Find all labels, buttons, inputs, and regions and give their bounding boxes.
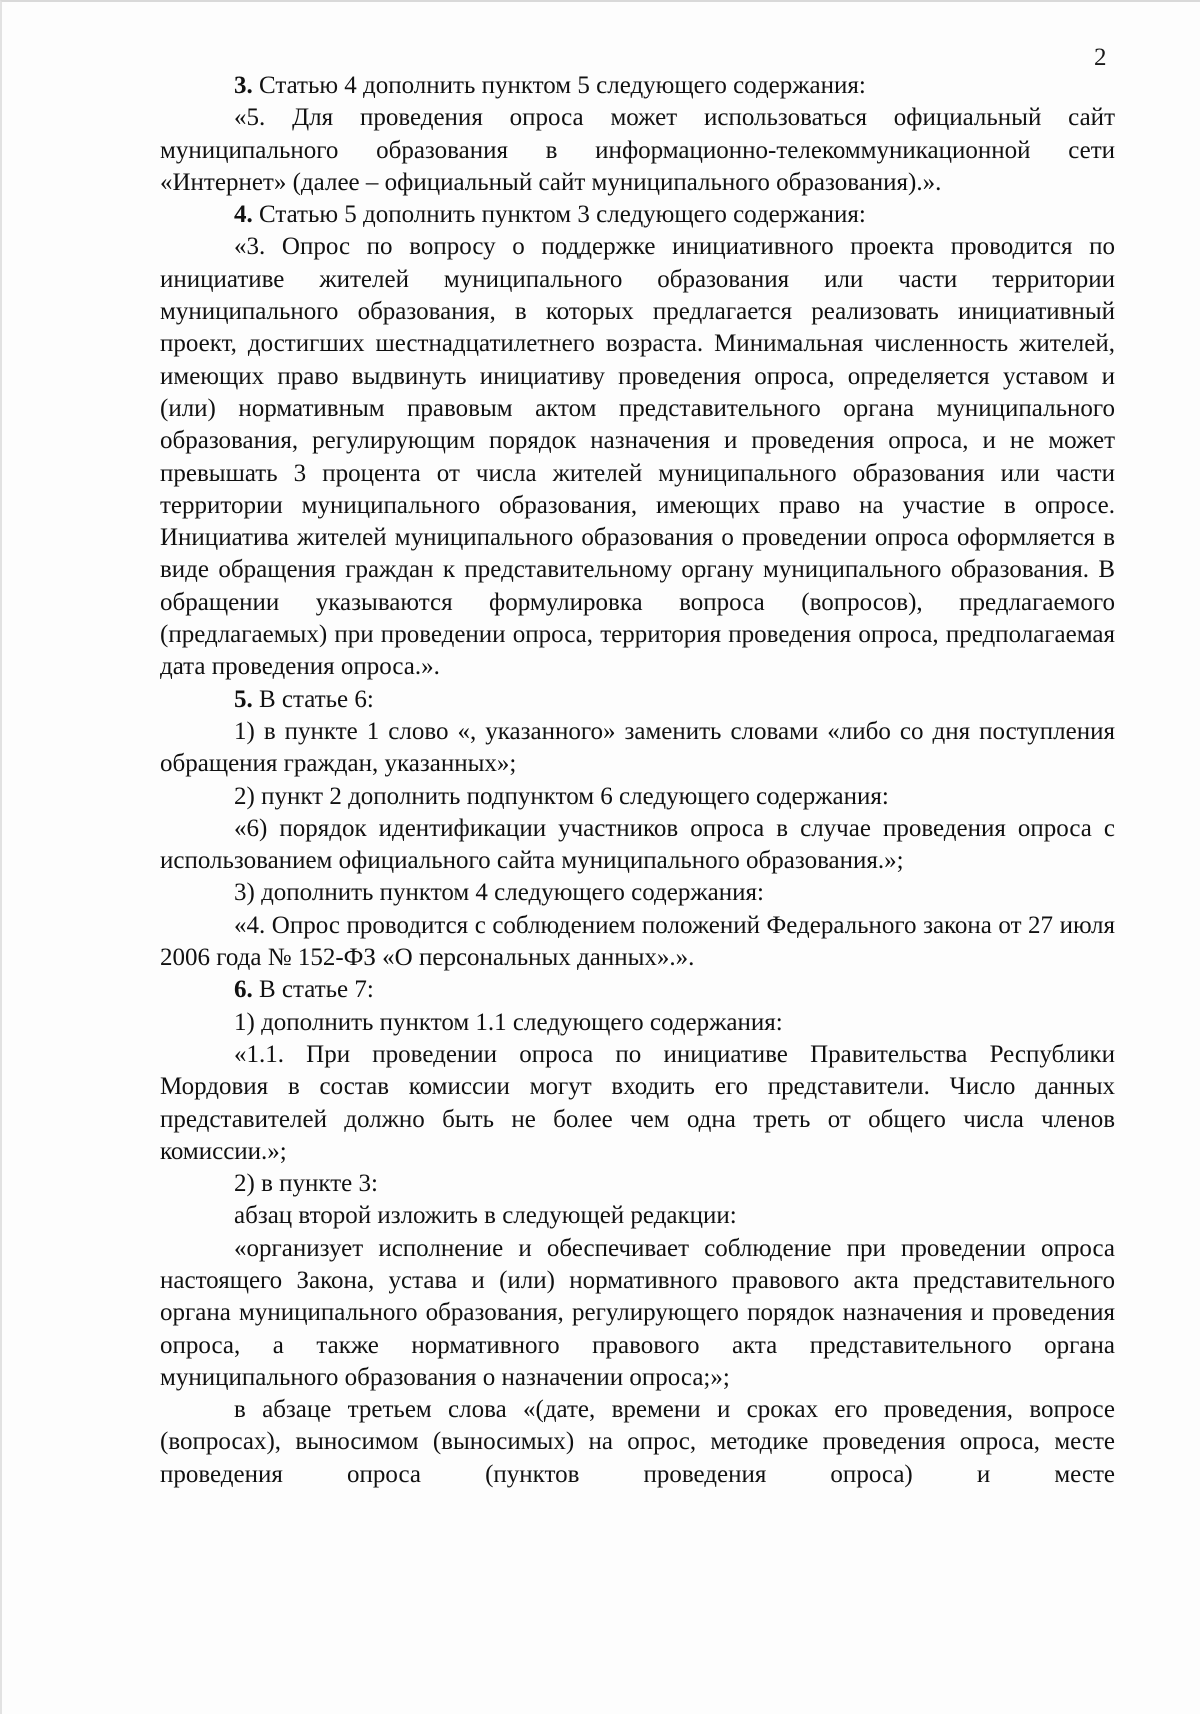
paragraph-text: В статье 6: (252, 685, 374, 713)
paragraph-text: В статье 7: (252, 976, 374, 1004)
paragraph-text: «организует исполнение и обеспечивает соблюдение при проведении опроса настоящего Закона, устава и (или) нормативного правового акта представительного органа муниципального образования, регулирующего порядок назначения и проведения опроса, а также нормативного правового акта представительного органа муниципального образования о назначении опроса;»; (160, 1234, 1115, 1391)
document-body (160, 70, 1115, 1491)
paragraph-text: 3) дополнить пунктом 4 следующего содержания: (234, 879, 764, 907)
paragraph-5-item-3-content (160, 910, 1115, 975)
paragraph-6-item-2-intro (160, 1200, 1115, 1232)
paragraph-6-item-1 (160, 1007, 1115, 1039)
paragraph-text: «5. Для проведения опроса может использоваться официальный сайт муниципального образования в информационно-телекоммуникационной сети «Интернет» (далее – официальный сайт муниципального образования).». (160, 104, 1115, 196)
paragraph-text: абзац второй изложить в следующей редакции: (234, 1202, 737, 1230)
item-number: 4. (234, 201, 253, 229)
paragraph-6-item-2-content (160, 1233, 1115, 1394)
paragraph-6 (160, 974, 1115, 1006)
paragraph-text: «4. Опрос проводится с соблюдением положений Федерального закона от 27 июля 2006 года № 152-ФЗ «О персональных данных».». (160, 911, 1115, 972)
paragraph-text: Статью 5 дополнить пунктом 3 следующего содержания: (252, 201, 866, 229)
paragraph-3-content (160, 102, 1115, 199)
paragraph-text: 2) в пункте 3: (234, 1170, 378, 1198)
paragraph-5-item-2-content (160, 813, 1115, 878)
paragraph-text: «1.1. При проведении опроса по инициативе Правительства Республики Мордовия в состав комиссии могут входить его представители. Число данных представителей должно быть не более чем одна треть от общего числа членов комиссии.»; (160, 1040, 1115, 1165)
paragraph-6-item-2-continued (160, 1394, 1115, 1491)
paragraph-5-item-2 (160, 781, 1115, 813)
paragraph-text: 2) пункт 2 дополнить подпунктом 6 следующего содержания: (234, 782, 889, 810)
paragraph-text: «6) порядок идентификации участников опроса в случае проведения опроса с использованием официального сайта муниципального образования.»; (160, 814, 1115, 875)
paragraph-5-item-3 (160, 877, 1115, 909)
paragraph-6-item-2 (160, 1168, 1115, 1200)
item-number: 6. (234, 976, 253, 1004)
paragraph-text: 1) дополнить пунктом 1.1 следующего содержания: (234, 1008, 783, 1036)
paragraph-5 (160, 684, 1115, 716)
paragraph-text: в абзаце третьем слова «(дате, времени и сроках его проведения, вопросе (вопросах), выносимом (выносимых) на опрос, методике проведения опроса, месте проведения опроса (пунктов проведения опроса) и месте (160, 1396, 1115, 1488)
paragraph-4-content (160, 231, 1115, 683)
page-number: 2 (1094, 44, 1107, 71)
item-number: 5. (234, 685, 253, 713)
paragraph-6-item-1-content (160, 1039, 1115, 1168)
paragraph-4 (160, 199, 1115, 231)
paragraph-3 (160, 70, 1115, 102)
paragraph-5-item-1 (160, 716, 1115, 781)
paragraph-text: «3. Опрос по вопросу о поддержке инициативного проекта проводится по инициативе жителей муниципального образования или части территории муниципального образования, в которых предлагается реализовать инициативный проект, достигших шестнадцатилетнего возраста. Минимальная численность жителей, имеющих право выдвинуть инициативу проведения опроса, определяется уставом и (или) нормативным правовым актом представительного органа муниципального образования, регулирующим порядок назначения и проведения опроса, и не может превышать 3 процента от числа жителей муниципального образования или части территории муниципального образования, имеющих право на участие в опросе. Инициатива жителей муниципального образования о проведении опроса оформляется в виде обращения граждан к представительному органу муниципального образования. В обращении указываются формулировка вопроса (вопросов), предлагаемого (предлагаемых) при проведении опроса, территория проведения опроса, предполагаемая дата проведения опроса.». (160, 233, 1115, 681)
paragraph-text: 1) в пункте 1 слово «, указанного» заменить словами «либо со дня поступления обращения граждан, указанных»; (160, 717, 1115, 778)
item-number: 3. (234, 72, 253, 99)
paragraph-text: Статью 4 дополнить пунктом 5 следующего содержания: (252, 72, 866, 99)
